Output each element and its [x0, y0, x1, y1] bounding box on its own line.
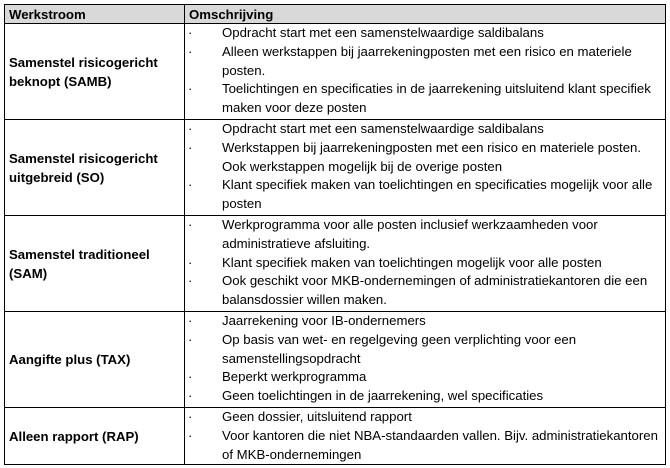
werkstroom-table [4, 4, 666, 465]
bullet-icon: · [188, 427, 193, 443]
list-item: · Op basis van wet- en regelgeving geen verplichting voor een samenstellingsopdracht [188, 331, 577, 366]
stream-name: Samenstel risicogericht uitgebreid (SO) [5, 120, 185, 216]
list-item: · Geen toelichtingen in de jaarrekening, wel specificaties [188, 387, 661, 406]
list-item: · Geen dossier, uitsluitend rapport [188, 408, 661, 427]
list-item: · Toelichtingen en specificaties in de jaarrekening uitsluitend klant specifiek maken voor deze posten [188, 81, 651, 116]
stream-description [185, 312, 666, 408]
bullet-icon: · [188, 121, 193, 136]
bullet-icon: · [188, 409, 193, 424]
list-item: · Ook geschikt voor MKB-ondernemingen of administratiekantoren die een balansdossier willen maken. [188, 273, 648, 308]
list-item: · Alleen werkstappen bij jaarrekeningposten met een risico en materiele posten. [188, 43, 632, 78]
list-item: · Beperkt werkprogramma [188, 368, 661, 387]
stream-name: Samenstel risicogericht beknopt (SAMB) [5, 24, 185, 120]
stream-description [185, 408, 666, 465]
bullet-icon: · [188, 81, 193, 97]
stream-name: Alleen rapport (RAP) [5, 408, 185, 465]
table-row [5, 408, 666, 465]
list-item: · Werkprogramma voor alle posten inclusief werkzaamheden voor administratieve afsluiting. [188, 217, 598, 251]
bullet-icon: · [188, 177, 193, 193]
list-item: · Klant specifiek maken van toelichtingen mogelijk voor alle posten [188, 254, 661, 273]
bullet-icon: · [188, 369, 193, 385]
bullet-icon: · [188, 217, 193, 232]
bullet-icon: · [188, 25, 193, 40]
stream-description [185, 216, 666, 312]
bullet-icon: · [188, 43, 193, 59]
table-row [5, 24, 666, 120]
bullet-icon: · [188, 331, 193, 347]
stream-name: Samenstel traditioneel (SAM) [5, 216, 185, 312]
header-row [5, 5, 666, 24]
table-row [5, 312, 666, 408]
list-item: · Voor kantoren die niet NBA-standaarden vallen. Bijv. administratiekantoren of MKB-ondernemingen [188, 427, 658, 462]
table-row [5, 120, 666, 216]
list-item: · Opdracht start met een samenstelwaardige saldibalans [188, 24, 661, 43]
list-item: · Jaarrekening voor IB-ondernemers [188, 312, 661, 331]
bullet-icon: · [188, 388, 193, 404]
list-item: · Opdracht start met een samenstelwaardige saldibalans [188, 120, 661, 139]
header-omschrijving: Omschrijving [185, 5, 666, 24]
bullet-icon: · [188, 273, 193, 289]
bullet-icon: · [188, 313, 193, 328]
stream-description [185, 24, 666, 120]
bullet-icon: · [188, 254, 193, 270]
list-item: · Werkstappen bij jaarrekeningposten met een risico en materiele posten. Ook werkstappen mogelijk bij de overige posten [188, 139, 642, 174]
stream-name: Aangifte plus (TAX) [5, 312, 185, 408]
header-werkstroom: Werkstroom [5, 5, 185, 24]
stream-description [185, 120, 666, 216]
list-item: · Klant specifiek maken van toelichtingen en specificaties mogelijk voor alle posten [188, 177, 653, 212]
table-row [5, 216, 666, 312]
bullet-icon: · [188, 139, 193, 155]
